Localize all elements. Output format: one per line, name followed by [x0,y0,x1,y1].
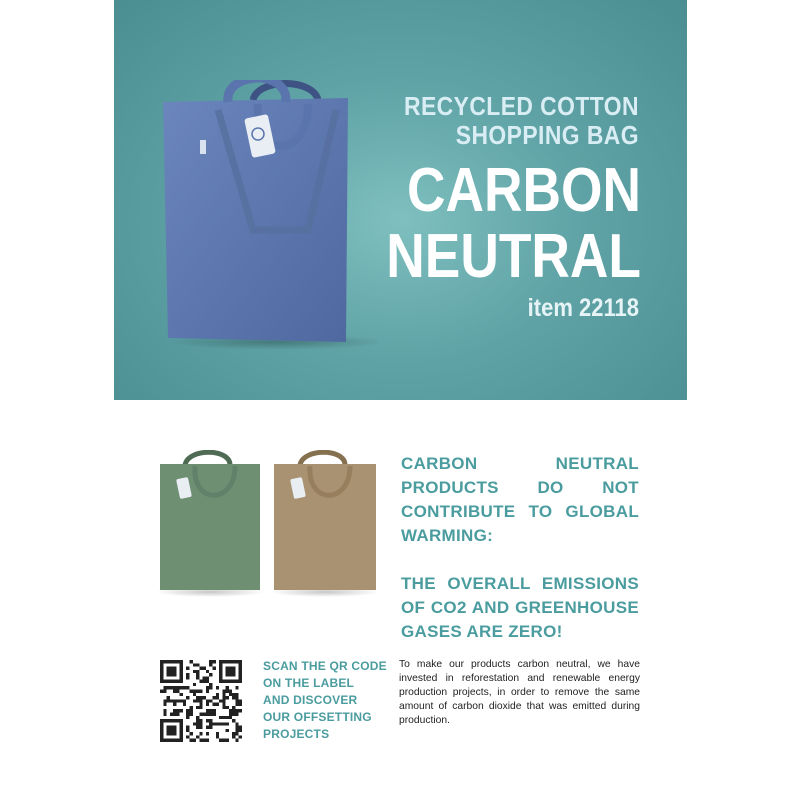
statement-1: CARBON NEUTRAL PRODUCTS DO NOT CONTRIBUTE TO GLOBAL WARMING: [401,454,639,545]
title-line-2: NEUTRAL [386,222,641,291]
hero-banner [114,0,687,400]
scan-line-1: SCAN THE QR CODE [263,659,387,673]
scan-line-3: AND DISCOVER [263,693,358,707]
qr-code-icon [160,660,242,742]
scan-line-4: OUR OFFSETTING [263,710,372,724]
scan-line-2: ON THE LABEL [263,676,355,690]
carbon-neutral-title [297,158,641,290]
product-subtitle [357,92,639,150]
item-code: item 22118 [527,294,639,322]
subtitle-line-1: RECYCLED COTTON [404,91,639,121]
subtitle-line-2: SHOPPING BAG [455,120,639,150]
statement-2: THE OVERALL EMISSIONS OF CO2 AND GREENHOUSE GASES ARE ZERO! [401,574,639,641]
scan-line-5: PROJECTS [263,727,330,741]
scan-qr-instructions [263,658,393,743]
green-and-beige-bags-image [150,450,390,620]
carbon-neutral-statement [401,452,639,644]
title-line-1: CARBON [406,156,641,225]
offsetting-description: To make our products carbon neutral, we have invested in reforestation and renewable energy production projects, in order to remove the same amount of carbon dioxide that was emitted during production. [399,659,640,726]
